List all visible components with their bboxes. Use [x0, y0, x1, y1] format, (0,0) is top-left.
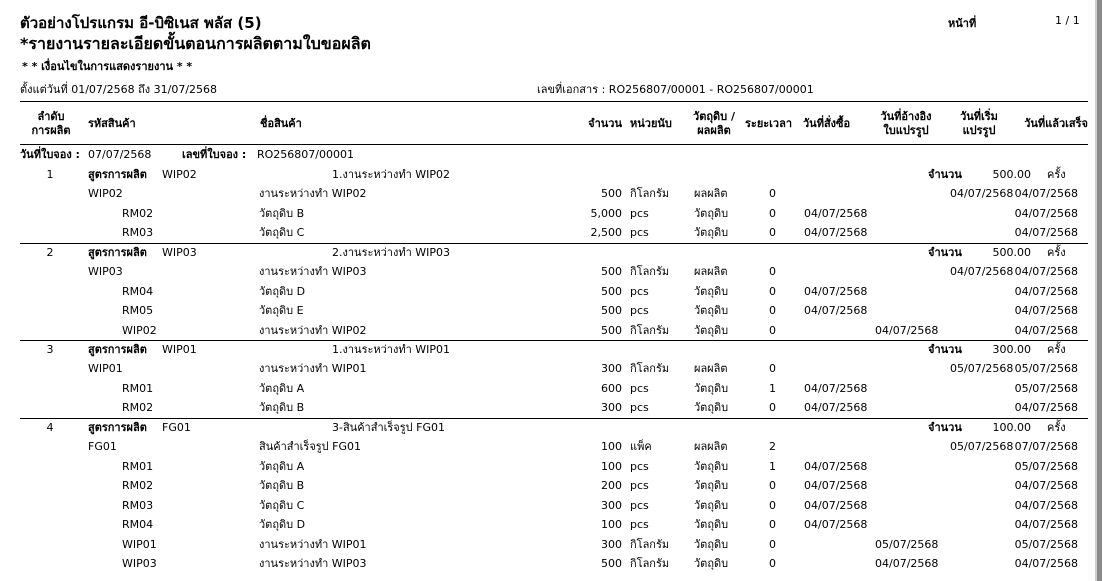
- item-code: RM02: [122, 479, 154, 492]
- group-qty-label: จำนวน: [928, 168, 962, 181]
- item-code: WIP02: [122, 324, 157, 337]
- item-duration: 0: [769, 324, 776, 337]
- item-duration: 0: [769, 499, 776, 512]
- report-title: *รายงานรายละเอียดขั้นตอนการผลิตตามใบขอผลิต: [20, 34, 371, 53]
- col-header-duration: ระยะเวลา: [745, 117, 793, 130]
- item-qty: 500: [601, 324, 622, 337]
- item-unit: pcs: [630, 207, 649, 220]
- item-name: วัตถุดิบ A: [259, 382, 305, 395]
- item-code: RM03: [122, 226, 154, 239]
- group-times: 300.00: [992, 343, 1031, 356]
- item-unit: กิโลกรัม: [630, 187, 670, 200]
- item-order-date: 04/07/2568: [804, 382, 868, 395]
- group-times-unit: ครั้ง: [1047, 246, 1066, 259]
- item-unit: pcs: [630, 401, 649, 414]
- col-header-seq-line2: การผลิต: [31, 124, 71, 137]
- item-type: ผลผลิต: [694, 362, 728, 375]
- table-row: [0, 359, 1095, 378]
- item-code: RM02: [122, 207, 154, 220]
- item-type: ผลผลิต: [694, 440, 728, 453]
- item-duration: 0: [769, 518, 776, 531]
- col-header-code: รหัสสินค้า: [88, 117, 136, 130]
- formula-code: FG01: [162, 421, 191, 434]
- item-name: วัตถุดิบ D: [259, 518, 306, 531]
- item-finish-date: 05/07/2568: [1014, 460, 1078, 473]
- order-date: 07/07/2568: [88, 148, 152, 161]
- item-qty: 600: [601, 382, 622, 395]
- viewer-edge: [1097, 0, 1102, 581]
- item-start-date: 05/07/2568: [950, 440, 1014, 453]
- item-code: WIP03: [122, 557, 157, 570]
- item-name: งานระหว่างทำ WIP03: [259, 557, 367, 570]
- order-number-label: เลขที่ใบจอง :: [182, 148, 247, 161]
- item-ref-date: 05/07/2568: [875, 538, 939, 551]
- item-finish-date: 04/07/2568: [1014, 226, 1078, 239]
- item-qty: 200: [601, 479, 622, 492]
- group-qty-label: จำนวน: [928, 246, 962, 259]
- table-row: [0, 437, 1095, 456]
- group-times: 500.00: [992, 168, 1031, 181]
- table-row: [0, 476, 1095, 495]
- item-name: วัตถุดิบ B: [259, 401, 305, 414]
- item-name: วัตถุดิบ D: [259, 285, 306, 298]
- conditions-label: * * เงื่อนไขในการแสดงรายงาน * *: [22, 60, 193, 73]
- item-order-date: 04/07/2568: [804, 401, 868, 414]
- item-finish-date: 04/07/2568: [1014, 187, 1078, 200]
- group-seq: 2: [46, 246, 54, 259]
- item-finish-date: 04/07/2568: [1014, 265, 1078, 278]
- col-header-ref-line2: ใบแปรรูป: [883, 124, 929, 137]
- col-header-ref-date: [866, 110, 946, 138]
- item-duration: 1: [769, 460, 776, 473]
- item-type: วัตถุดิบ: [694, 226, 729, 239]
- col-header-finish-date: วันที่แล้วเสร็จ: [1024, 117, 1088, 130]
- company-name: ตัวอย่างโปรแกรม อี-บิซิเนส พลัส (5): [20, 14, 262, 32]
- item-code: RM03: [122, 499, 154, 512]
- item-order-date: 04/07/2568: [804, 518, 868, 531]
- col-header-material-line1: วัตถุดิบ /: [693, 110, 735, 123]
- item-code: WIP02: [88, 187, 123, 200]
- item-qty: 2,500: [590, 226, 622, 239]
- item-finish-date: 07/07/2568: [1014, 440, 1078, 453]
- formula-group-row: [0, 165, 1095, 184]
- item-duration: 0: [769, 187, 776, 200]
- item-duration: 0: [769, 538, 776, 551]
- page-label: หน้าที่: [948, 17, 977, 30]
- item-start-date: 04/07/2568: [950, 187, 1014, 200]
- item-code: RM04: [122, 285, 154, 298]
- table-row: [0, 554, 1095, 573]
- item-qty: 100: [601, 460, 622, 473]
- item-duration: 0: [769, 362, 776, 375]
- item-unit: กิโลกรัม: [630, 362, 670, 375]
- item-duration: 0: [769, 401, 776, 414]
- item-qty: 500: [601, 557, 622, 570]
- order-row: [0, 145, 1095, 164]
- item-name: วัตถุดิบ A: [259, 460, 305, 473]
- item-qty: 500: [601, 304, 622, 317]
- item-duration: 0: [769, 557, 776, 570]
- item-unit: กิโลกรัม: [630, 265, 670, 278]
- page-number: 1 / 1: [1055, 14, 1080, 27]
- item-duration: 0: [769, 265, 776, 278]
- item-order-date: 04/07/2568: [804, 285, 868, 298]
- item-finish-date: 04/07/2568: [1014, 207, 1078, 220]
- item-type: วัตถุดิบ: [694, 324, 729, 337]
- formula-name: 1.งานระหว่างทำ WIP02: [332, 168, 451, 181]
- table-row: [0, 321, 1095, 340]
- item-code: RM05: [122, 304, 154, 317]
- item-code: RM01: [122, 460, 154, 473]
- group-times: 100.00: [992, 421, 1031, 434]
- item-finish-date: 04/07/2568: [1014, 557, 1078, 570]
- item-qty: 500: [601, 265, 622, 278]
- item-order-date: 04/07/2568: [804, 460, 868, 473]
- col-header-material-line2: ผลผลิต: [697, 124, 731, 137]
- formula-code: WIP03: [162, 246, 197, 259]
- item-order-date: 04/07/2568: [804, 207, 868, 220]
- item-type: วัตถุดิบ: [694, 518, 729, 531]
- formula-code: WIP02: [162, 168, 197, 181]
- col-header-name: ชื่อสินค้า: [260, 117, 302, 130]
- item-qty: 300: [601, 538, 622, 551]
- item-qty: 300: [601, 362, 622, 375]
- formula-group-row: [0, 418, 1095, 437]
- item-qty: 500: [601, 285, 622, 298]
- item-order-date: 04/07/2568: [804, 304, 868, 317]
- item-name: งานระหว่างทำ WIP01: [259, 362, 367, 375]
- formula-name: 3-สินค้าสำเร็จรูป FG01: [332, 421, 445, 434]
- item-name: วัตถุดิบ C: [259, 499, 305, 512]
- formula-label: สูตรการผลิต: [88, 168, 147, 181]
- item-name: วัตถุดิบ B: [259, 479, 305, 492]
- table-row: [0, 515, 1095, 534]
- item-code: WIP01: [88, 362, 123, 375]
- item-unit: pcs: [630, 382, 649, 395]
- item-order-date: 04/07/2568: [804, 479, 868, 492]
- item-unit: pcs: [630, 304, 649, 317]
- item-type: วัตถุดิบ: [694, 479, 729, 492]
- item-type: วัตถุดิบ: [694, 499, 729, 512]
- item-unit: pcs: [630, 518, 649, 531]
- item-finish-date: 04/07/2568: [1014, 401, 1078, 414]
- item-code: WIP03: [88, 265, 123, 278]
- col-header-qty: จำนวน: [588, 117, 622, 130]
- item-unit: กิโลกรัม: [630, 538, 670, 551]
- group-separator: [20, 340, 1088, 341]
- item-name: วัตถุดิบ C: [259, 226, 305, 239]
- item-name: งานระหว่างทำ WIP02: [259, 324, 367, 337]
- item-finish-date: 04/07/2568: [1014, 479, 1078, 492]
- item-order-date: 04/07/2568: [804, 499, 868, 512]
- item-duration: 0: [769, 304, 776, 317]
- item-qty: 300: [601, 499, 622, 512]
- item-name: งานระหว่างทำ WIP02: [259, 187, 367, 200]
- col-header-order-date: วันที่สั่งซื้อ: [803, 117, 851, 130]
- table-row: [0, 184, 1095, 203]
- formula-name: 1.งานระหว่างทำ WIP01: [332, 343, 451, 356]
- formula-label: สูตรการผลิต: [88, 421, 147, 434]
- item-unit: กิโลกรัม: [630, 557, 670, 570]
- item-start-date: 05/07/2568: [950, 362, 1014, 375]
- table-row: [0, 535, 1095, 554]
- col-header-ref-line1: วันที่อ้างอิง: [880, 110, 932, 123]
- table-row: [0, 223, 1095, 242]
- item-unit: pcs: [630, 460, 649, 473]
- item-unit: pcs: [630, 226, 649, 239]
- item-code: RM04: [122, 518, 154, 531]
- item-qty: 5,000: [590, 207, 622, 220]
- item-unit: pcs: [630, 479, 649, 492]
- item-unit: แพ็ค: [630, 440, 652, 453]
- group-times-unit: ครั้ง: [1047, 343, 1066, 356]
- col-header-start-date: [948, 110, 1010, 138]
- group-seq: 1: [46, 168, 54, 181]
- item-type: วัตถุดิบ: [694, 304, 729, 317]
- item-type: วัตถุดิบ: [694, 207, 729, 220]
- item-qty: 100: [601, 440, 622, 453]
- group-qty-label: จำนวน: [928, 343, 962, 356]
- table-row: [0, 204, 1095, 223]
- item-unit: กิโลกรัม: [630, 324, 670, 337]
- item-duration: 0: [769, 479, 776, 492]
- table-row: [0, 398, 1095, 417]
- col-header-start-line1: วันที่เริ่ม: [960, 110, 998, 123]
- date-range: ตั้งแต่วันที่ 01/07/2568 ถึง 31/07/2568: [20, 83, 218, 96]
- formula-group-row: [0, 340, 1095, 359]
- item-type: วัตถุดิบ: [694, 538, 729, 551]
- table-row: [0, 496, 1095, 515]
- group-seq: 4: [46, 421, 54, 434]
- group-times-unit: ครั้ง: [1047, 421, 1066, 434]
- col-header-start-line2: แปรรูป: [962, 124, 996, 137]
- group-times-unit: ครั้ง: [1047, 168, 1066, 181]
- group-separator: [20, 418, 1088, 419]
- item-qty: 500: [601, 187, 622, 200]
- header-rule-top: [20, 101, 1088, 102]
- table-row: [0, 457, 1095, 476]
- group-times: 500.00: [992, 246, 1031, 259]
- formula-group-row: [0, 243, 1095, 262]
- item-duration: 0: [769, 207, 776, 220]
- table-row: [0, 301, 1095, 320]
- item-qty: 300: [601, 401, 622, 414]
- item-code: RM01: [122, 382, 154, 395]
- item-code: WIP01: [122, 538, 157, 551]
- table-row: [0, 282, 1095, 301]
- item-finish-date: 04/07/2568: [1014, 285, 1078, 298]
- item-finish-date: 04/07/2568: [1014, 499, 1078, 512]
- formula-code: WIP01: [162, 343, 197, 356]
- item-finish-date: 05/07/2568: [1014, 538, 1078, 551]
- item-type: วัตถุดิบ: [694, 460, 729, 473]
- item-finish-date: 04/07/2568: [1014, 324, 1078, 337]
- group-separator: [20, 243, 1088, 244]
- col-header-material: [684, 110, 744, 138]
- item-name: สินค้าสำเร็จรูป FG01: [259, 440, 362, 453]
- item-ref-date: 04/07/2568: [875, 557, 939, 570]
- item-code: RM02: [122, 401, 154, 414]
- group-seq: 3: [46, 343, 54, 356]
- item-duration: 2: [769, 440, 776, 453]
- item-duration: 1: [769, 382, 776, 395]
- item-duration: 0: [769, 226, 776, 239]
- item-type: ผลผลิต: [694, 187, 728, 200]
- order-number: RO256807/00001: [257, 148, 354, 161]
- item-name: วัตถุดิบ B: [259, 207, 305, 220]
- formula-label: สูตรการผลิต: [88, 246, 147, 259]
- item-unit: pcs: [630, 499, 649, 512]
- item-name: งานระหว่างทำ WIP03: [259, 265, 367, 278]
- item-ref-date: 04/07/2568: [875, 324, 939, 337]
- item-finish-date: 04/07/2568: [1014, 304, 1078, 317]
- item-qty: 100: [601, 518, 622, 531]
- item-name: งานระหว่างทำ WIP01: [259, 538, 367, 551]
- item-finish-date: 05/07/2568: [1014, 362, 1078, 375]
- formula-label: สูตรการผลิต: [88, 343, 147, 356]
- order-date-label: วันที่ใบจอง :: [20, 148, 80, 161]
- formula-name: 2.งานระหว่างทำ WIP03: [332, 246, 451, 259]
- table-row: [0, 379, 1095, 398]
- item-code: FG01: [88, 440, 117, 453]
- table-row: [0, 262, 1095, 281]
- group-qty-label: จำนวน: [928, 421, 962, 434]
- item-order-date: 04/07/2568: [804, 226, 868, 239]
- item-type: วัตถุดิบ: [694, 557, 729, 570]
- item-type: ผลผลิต: [694, 265, 728, 278]
- item-type: วัตถุดิบ: [694, 285, 729, 298]
- document-range: เลขที่เอกสาร : RO256807/00001 - RO256807/00001: [537, 83, 814, 96]
- item-name: วัตถุดิบ E: [259, 304, 304, 317]
- item-type: วัตถุดิบ: [694, 401, 729, 414]
- item-finish-date: 04/07/2568: [1014, 518, 1078, 531]
- col-header-seq: [24, 110, 78, 138]
- item-start-date: 04/07/2568: [950, 265, 1014, 278]
- col-header-unit: หน่วยนับ: [630, 117, 672, 130]
- item-finish-date: 05/07/2568: [1014, 382, 1078, 395]
- col-header-seq-line1: ลำดับ: [37, 110, 65, 123]
- item-unit: pcs: [630, 285, 649, 298]
- item-duration: 0: [769, 285, 776, 298]
- item-type: วัตถุดิบ: [694, 382, 729, 395]
